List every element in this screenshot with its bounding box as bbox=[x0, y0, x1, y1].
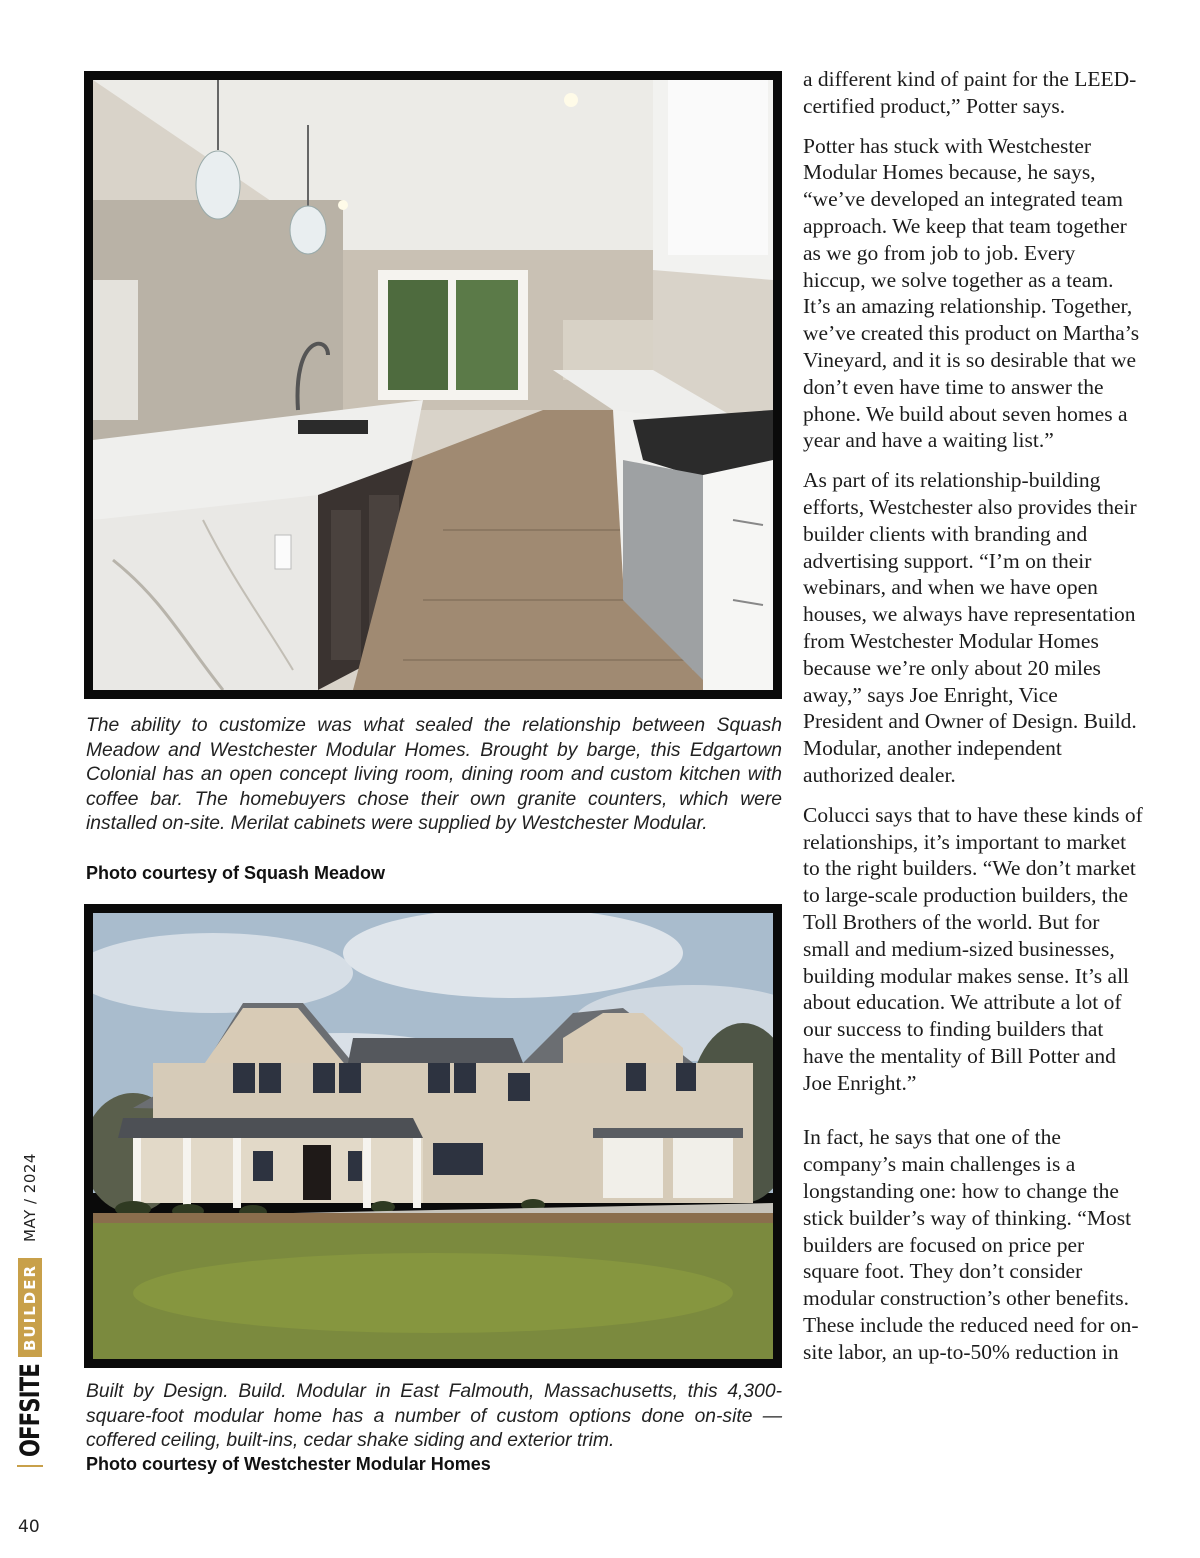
article-paragraph: Potter has stuck with Westchester Modular Homes because, he says, “we’ve developed an integrated team approach. We keep that team together as we go from job to job. Every hiccup, we solve together as a team. It’s an amazing relationship. Together, we’ve created this product on Martha’s Vineyard, and it is so desirable that we don’t even have time to answer the phone. We build about seven homes a year and have a waiting list.” bbox=[803, 133, 1140, 453]
issue-date: MAY / 2024 bbox=[21, 1153, 39, 1242]
spine-accent-bar bbox=[17, 1465, 43, 1467]
house-photo bbox=[84, 904, 782, 1368]
kitchen-photo bbox=[84, 71, 782, 699]
article-column bbox=[803, 66, 1143, 1379]
brand-secondary: BUILDER bbox=[18, 1258, 42, 1357]
article-paragraph: As part of its relationship-building efforts, Westchester also provides their builder clients with branding and advertising support. “I’m on their webinars, and when we have open houses, we always have representation from Westchester Modular Homes because we’re only about 20 miles away,” says Joe Enright, Vice President and Owner of Design. Build. Modular, another independent authorized dealer. bbox=[803, 468, 1137, 787]
house-photo-caption: Built by Design. Build. Modular in East Falmouth, Massachusetts, this 4,300-square-foot modular home has a number of custom options done on-site — coffered ceiling, built-ins, cedar shake siding and exterior trim. bbox=[86, 1381, 782, 1451]
house-photo-credit: Photo courtesy of Westchester Modular Homes bbox=[86, 1454, 491, 1474]
brand-primary: OFFSITE bbox=[14, 1364, 46, 1457]
house-photo-image bbox=[93, 913, 773, 1359]
kitchen-photo-caption: The ability to customize was what sealed the relationship between Squash Meadow and Westchester Modular Homes. Brought by barge, this Edgartown Colonial has an open concept living room, dining room and custom kitchen with coffee bar. The homebuyers chose their own granite counters, which were installed on-site. Merilat cabinets were supplied by Westchester Modular. bbox=[86, 715, 782, 834]
magazine-spine bbox=[14, 1153, 46, 1467]
kitchen-photo-image bbox=[93, 80, 773, 690]
kitchen-photo-credit: Photo courtesy of Squash Meadow bbox=[86, 863, 386, 883]
article-paragraph: In fact, he says that one of the company’s main challenges is a longstanding one: how to change the stick builder’s way of thinking. “Most builders are focused on price per square foot. They don’t consider modular construction’s other benefits. These include the reduced need for on-site labor, an up-to-50% reduction in bbox=[803, 1125, 1139, 1364]
page-number: 40 bbox=[18, 1517, 40, 1537]
article-paragraph: a different kind of paint for the LEED-certified product,” Potter says. bbox=[803, 67, 1137, 118]
article-paragraph: Colucci says that to have these kinds of relationships, it’s important to market to the right builders. “We don’t market to large-scale production builders, the Toll Brothers of the world. But for small and medium-sized businesses, building modular makes sense. It’s all about education. We attribute a lot of our success to finding builders that have the mentality of Bill Potter and Joe Enright.” bbox=[803, 802, 1143, 1095]
